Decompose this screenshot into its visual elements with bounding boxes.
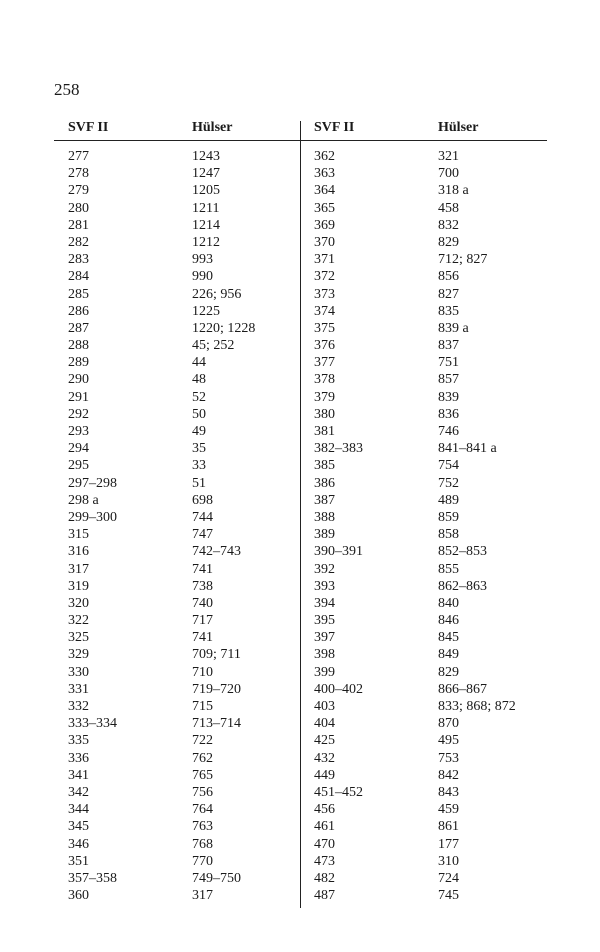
- table-row: [68, 182, 298, 199]
- svf-cell: 456: [314, 802, 335, 818]
- huelser-cell: 862–863: [438, 578, 487, 594]
- svf-cell: 317: [68, 561, 89, 577]
- table-row: [68, 148, 298, 165]
- table-row: [68, 286, 298, 303]
- huelser-cell: 837: [438, 338, 459, 354]
- table-row: [68, 251, 298, 268]
- huelser-cell: 1225: [192, 303, 220, 319]
- huelser-cell: 49: [192, 424, 206, 439]
- huelser-cell: 855: [438, 561, 459, 577]
- table-row: [314, 234, 544, 251]
- svf-cell: 360: [68, 888, 89, 904]
- table-row: [314, 664, 544, 681]
- table-row: [68, 732, 298, 749]
- table-row: [68, 629, 298, 646]
- table-row: [314, 492, 544, 509]
- table-row: [314, 251, 544, 268]
- svf-cell: 376: [314, 338, 335, 354]
- svf-cell: 333–334: [68, 716, 117, 732]
- table-row: [68, 337, 298, 354]
- huelser-cell: 45; 252: [192, 338, 235, 354]
- svf-cell: 285: [68, 286, 89, 302]
- huelser-cell: 48: [192, 372, 206, 388]
- table-row: [68, 217, 298, 234]
- svf-cell: 380: [314, 406, 335, 422]
- svf-cell: 286: [68, 303, 89, 319]
- huelser-cell: 700: [438, 166, 459, 182]
- huelser-cell: 990: [192, 269, 213, 285]
- svf-cell: 292: [68, 406, 89, 422]
- huelser-cell: 846: [438, 613, 459, 629]
- table-row: [314, 337, 544, 354]
- table-row: [314, 148, 544, 165]
- table-row: [68, 440, 298, 457]
- huelser-cell: 321: [438, 149, 459, 164]
- svf-cell: 399: [314, 664, 335, 680]
- huelser-cell: 1205: [192, 183, 220, 199]
- huelser-cell: 835: [438, 303, 459, 319]
- huelser-cell: 226; 956: [192, 286, 242, 302]
- table-row: [314, 767, 544, 784]
- svf-cell: 297–298: [68, 475, 117, 491]
- huelser-cell: 741: [192, 561, 213, 577]
- huelser-cell: 857: [438, 372, 459, 388]
- svf-cell: 330: [68, 664, 89, 680]
- svf-cell: 322: [68, 613, 89, 629]
- table-row: [68, 423, 298, 440]
- svf-cell: 332: [68, 699, 89, 714]
- table-row: [314, 457, 544, 474]
- huelser-cell: 747: [192, 527, 213, 543]
- huelser-cell: 713–714: [192, 716, 241, 732]
- svf-cell: 432: [314, 750, 335, 766]
- svf-cell: 351: [68, 853, 89, 869]
- svf-cell: 364: [314, 183, 335, 199]
- svf-cell: 331: [68, 681, 89, 697]
- table-row: [314, 165, 544, 182]
- svf-cell: 315: [68, 527, 89, 543]
- huelser-cell: 724: [438, 870, 459, 886]
- svf-cell: 374: [314, 303, 335, 319]
- svf-cell: 386: [314, 475, 335, 491]
- table-row: [68, 767, 298, 784]
- huelser-cell: 44: [192, 355, 206, 371]
- table-row: [314, 784, 544, 801]
- svf-cell: 319: [68, 578, 89, 594]
- svf-cell: 342: [68, 784, 89, 800]
- table-row: [68, 870, 298, 887]
- table-row: [68, 509, 298, 526]
- svf-cell: 284: [68, 269, 89, 285]
- table-row: [314, 200, 544, 217]
- huelser-cell: 852–853: [438, 544, 487, 560]
- svf-cell: 393: [314, 578, 335, 594]
- svf-cell: 316: [68, 544, 89, 560]
- svf-cell: 335: [68, 733, 89, 749]
- svf-cell: 385: [314, 458, 335, 474]
- svf-cell: 283: [68, 252, 89, 268]
- svf-cell: 288: [68, 338, 89, 354]
- svf-cell: 329: [68, 647, 89, 663]
- svf-cell: 451–452: [314, 784, 363, 800]
- huelser-cell: 459: [438, 802, 459, 818]
- svf-cell: 403: [314, 699, 335, 714]
- header-svf-right: SVF II: [314, 120, 355, 135]
- huelser-cell: 177: [438, 836, 459, 852]
- svf-cell: 388: [314, 509, 335, 525]
- huelser-cell: 859: [438, 509, 459, 525]
- table-row: [68, 887, 298, 904]
- huelser-cell: 763: [192, 819, 213, 835]
- huelser-cell: 458: [438, 200, 459, 216]
- svf-cell: 277: [68, 149, 89, 164]
- header-svf-left: SVF II: [68, 120, 109, 135]
- huelser-cell: 33: [192, 458, 206, 474]
- table-row: [314, 303, 544, 320]
- huelser-cell: 839 a: [438, 320, 469, 336]
- svf-cell: 365: [314, 200, 335, 216]
- svf-cell: 282: [68, 234, 89, 250]
- table-row: [314, 836, 544, 853]
- table-row: [68, 389, 298, 406]
- huelser-cell: 858: [438, 527, 459, 543]
- svf-cell: 395: [314, 613, 335, 629]
- huelser-cell: 1214: [192, 217, 220, 233]
- table-row: [314, 715, 544, 732]
- table-row: [68, 750, 298, 767]
- svf-cell: 293: [68, 424, 89, 439]
- table-row: [314, 698, 544, 715]
- svf-cell: 291: [68, 389, 89, 405]
- svf-cell: 373: [314, 286, 335, 302]
- table-row: [314, 440, 544, 457]
- huelser-cell: 756: [192, 784, 213, 800]
- table-row: [68, 165, 298, 182]
- svf-cell: 390–391: [314, 544, 363, 560]
- huelser-cell: 50: [192, 406, 206, 422]
- huelser-cell: 717: [192, 613, 213, 629]
- svf-cell: 289: [68, 355, 89, 371]
- huelser-cell: 746: [438, 424, 459, 439]
- huelser-cell: 310: [438, 853, 459, 869]
- table-row: [314, 389, 544, 406]
- header-huelser-left: Hülser: [192, 120, 233, 135]
- svf-cell: 375: [314, 320, 335, 336]
- huelser-cell: 866–867: [438, 681, 487, 697]
- right-column: [314, 148, 544, 904]
- svf-cell: 341: [68, 767, 89, 783]
- svf-cell: 404: [314, 716, 335, 732]
- svf-cell: 400–402: [314, 681, 363, 697]
- table-row: [68, 698, 298, 715]
- huelser-cell: 752: [438, 475, 459, 491]
- huelser-cell: 764: [192, 802, 213, 818]
- table-row: [68, 371, 298, 388]
- huelser-cell: 51: [192, 475, 206, 491]
- table-row: [68, 406, 298, 423]
- table-row: [314, 612, 544, 629]
- huelser-cell: 489: [438, 492, 459, 508]
- huelser-cell: 762: [192, 750, 213, 766]
- huelser-cell: 754: [438, 458, 459, 474]
- table-row: [314, 320, 544, 337]
- table-row: [68, 595, 298, 612]
- table-row: [68, 612, 298, 629]
- table-row: [68, 475, 298, 492]
- svf-cell: 279: [68, 183, 89, 199]
- huelser-cell: 740: [192, 595, 213, 611]
- huelser-cell: 722: [192, 733, 213, 749]
- svf-cell: 379: [314, 389, 335, 405]
- huelser-cell: 709; 711: [192, 647, 241, 663]
- svf-cell: 336: [68, 750, 89, 766]
- huelser-cell: 698: [192, 492, 213, 508]
- huelser-cell: 870: [438, 716, 459, 732]
- huelser-cell: 35: [192, 441, 206, 457]
- huelser-cell: 849: [438, 647, 459, 663]
- huelser-cell: 52: [192, 389, 206, 405]
- svf-cell: 362: [314, 149, 335, 164]
- concordance-table: [54, 118, 547, 908]
- table-row: [68, 818, 298, 835]
- huelser-cell: 836: [438, 406, 459, 422]
- huelser-cell: 751: [438, 355, 459, 371]
- huelser-cell: 861: [438, 819, 459, 835]
- table-row: [68, 543, 298, 560]
- huelser-cell: 1243: [192, 149, 220, 164]
- table-row: [68, 681, 298, 698]
- svf-cell: 397: [314, 630, 335, 646]
- svf-cell: 372: [314, 269, 335, 285]
- svf-cell: 369: [314, 217, 335, 233]
- svf-cell: 345: [68, 819, 89, 835]
- table-row: [314, 887, 544, 904]
- huelser-cell: 1211: [192, 200, 220, 216]
- svf-cell: 281: [68, 217, 89, 233]
- table-row: [68, 715, 298, 732]
- svf-cell: 470: [314, 836, 335, 852]
- table-row: [314, 509, 544, 526]
- table-row: [314, 217, 544, 234]
- table-row: [314, 681, 544, 698]
- huelser-cell: 712; 827: [438, 252, 488, 268]
- svf-cell: 381: [314, 424, 335, 439]
- huelser-cell: 841–841 a: [438, 441, 497, 457]
- table-row: [314, 543, 544, 560]
- huelser-cell: 710: [192, 664, 213, 680]
- huelser-cell: 495: [438, 733, 459, 749]
- table-row: [314, 182, 544, 199]
- huelser-cell: 744: [192, 509, 213, 525]
- svf-cell: 371: [314, 252, 335, 268]
- svf-cell: 392: [314, 561, 335, 577]
- table-row: [314, 561, 544, 578]
- svf-cell: 370: [314, 234, 335, 250]
- huelser-cell: 843: [438, 784, 459, 800]
- table-row: [314, 818, 544, 835]
- table-row: [68, 268, 298, 285]
- svf-cell: 290: [68, 372, 89, 388]
- svf-cell: 299–300: [68, 509, 117, 525]
- table-row: [68, 200, 298, 217]
- svf-cell: 461: [314, 819, 335, 835]
- huelser-cell: 840: [438, 595, 459, 611]
- svf-cell: 346: [68, 836, 89, 852]
- huelser-cell: 742–743: [192, 544, 241, 560]
- svf-cell: 377: [314, 355, 335, 371]
- huelser-cell: 765: [192, 767, 213, 783]
- huelser-cell: 753: [438, 750, 459, 766]
- huelser-cell: 1247: [192, 166, 220, 182]
- table-row: [314, 595, 544, 612]
- table-row: [68, 354, 298, 371]
- huelser-cell: 741: [192, 630, 213, 646]
- table-row: [68, 853, 298, 870]
- table-row: [314, 870, 544, 887]
- svf-cell: 287: [68, 320, 89, 336]
- table-row: [68, 664, 298, 681]
- table-row: [314, 371, 544, 388]
- svf-cell: 473: [314, 853, 335, 869]
- huelser-cell: 827: [438, 286, 459, 302]
- svf-cell: 398: [314, 647, 335, 663]
- svf-cell: 378: [314, 372, 335, 388]
- table-row: [314, 475, 544, 492]
- table-row: [314, 354, 544, 371]
- huelser-cell: 993: [192, 252, 213, 268]
- table-row: [68, 457, 298, 474]
- svf-cell: 482: [314, 870, 335, 886]
- svf-cell: 394: [314, 595, 335, 611]
- table-row: [68, 526, 298, 543]
- table-row: [68, 801, 298, 818]
- table-row: [314, 526, 544, 543]
- svf-cell: 357–358: [68, 870, 117, 886]
- huelser-cell: 318 a: [438, 183, 469, 199]
- huelser-cell: 845: [438, 630, 459, 646]
- table-body: [54, 141, 547, 908]
- svf-cell: 344: [68, 802, 89, 818]
- column-divider: [300, 121, 301, 908]
- huelser-cell: 738: [192, 578, 213, 594]
- svf-cell: 320: [68, 595, 89, 611]
- huelser-cell: 719–720: [192, 681, 241, 697]
- huelser-cell: 842: [438, 767, 459, 783]
- table-row: [68, 561, 298, 578]
- svf-cell: 449: [314, 767, 335, 783]
- huelser-cell: 839: [438, 389, 459, 405]
- table-row: [314, 853, 544, 870]
- huelser-cell: 768: [192, 836, 213, 852]
- huelser-cell: 829: [438, 664, 459, 680]
- svf-cell: 295: [68, 458, 89, 474]
- svf-cell: 382–383: [314, 441, 363, 457]
- table-row: [68, 578, 298, 595]
- svf-cell: 280: [68, 200, 89, 216]
- table-row: [314, 629, 544, 646]
- table-row: [314, 423, 544, 440]
- svf-cell: 294: [68, 441, 89, 457]
- huelser-cell: 829: [438, 234, 459, 250]
- table-row: [314, 268, 544, 285]
- table-row: [68, 646, 298, 663]
- huelser-cell: 317: [192, 888, 213, 904]
- huelser-cell: 770: [192, 853, 213, 869]
- table-row: [314, 286, 544, 303]
- table-row: [68, 784, 298, 801]
- huelser-cell: 1212: [192, 234, 220, 250]
- huelser-cell: 856: [438, 269, 459, 285]
- left-column: [68, 148, 298, 904]
- table-row: [68, 836, 298, 853]
- header-huelser-right: Hülser: [438, 120, 479, 135]
- table-row: [68, 492, 298, 509]
- huelser-cell: 749–750: [192, 870, 241, 886]
- table-row: [314, 750, 544, 767]
- table-row: [314, 578, 544, 595]
- table-row: [68, 320, 298, 337]
- svf-cell: 389: [314, 527, 335, 543]
- svf-cell: 487: [314, 888, 335, 904]
- svf-cell: 298 a: [68, 492, 99, 508]
- svf-cell: 387: [314, 492, 335, 508]
- table-row: [314, 732, 544, 749]
- svf-cell: 425: [314, 733, 335, 749]
- huelser-cell: 833; 868; 872: [438, 699, 516, 714]
- huelser-cell: 745: [438, 888, 459, 904]
- svf-cell: 278: [68, 166, 89, 182]
- table-row: [314, 646, 544, 663]
- table-row: [68, 234, 298, 251]
- table-row: [68, 303, 298, 320]
- table-row: [314, 406, 544, 423]
- page-number: 258: [54, 80, 80, 99]
- huelser-cell: 832: [438, 217, 459, 233]
- table-row: [314, 801, 544, 818]
- huelser-cell: 715: [192, 699, 213, 714]
- huelser-cell: 1220; 1228: [192, 320, 256, 336]
- svf-cell: 325: [68, 630, 89, 646]
- svf-cell: 363: [314, 166, 335, 182]
